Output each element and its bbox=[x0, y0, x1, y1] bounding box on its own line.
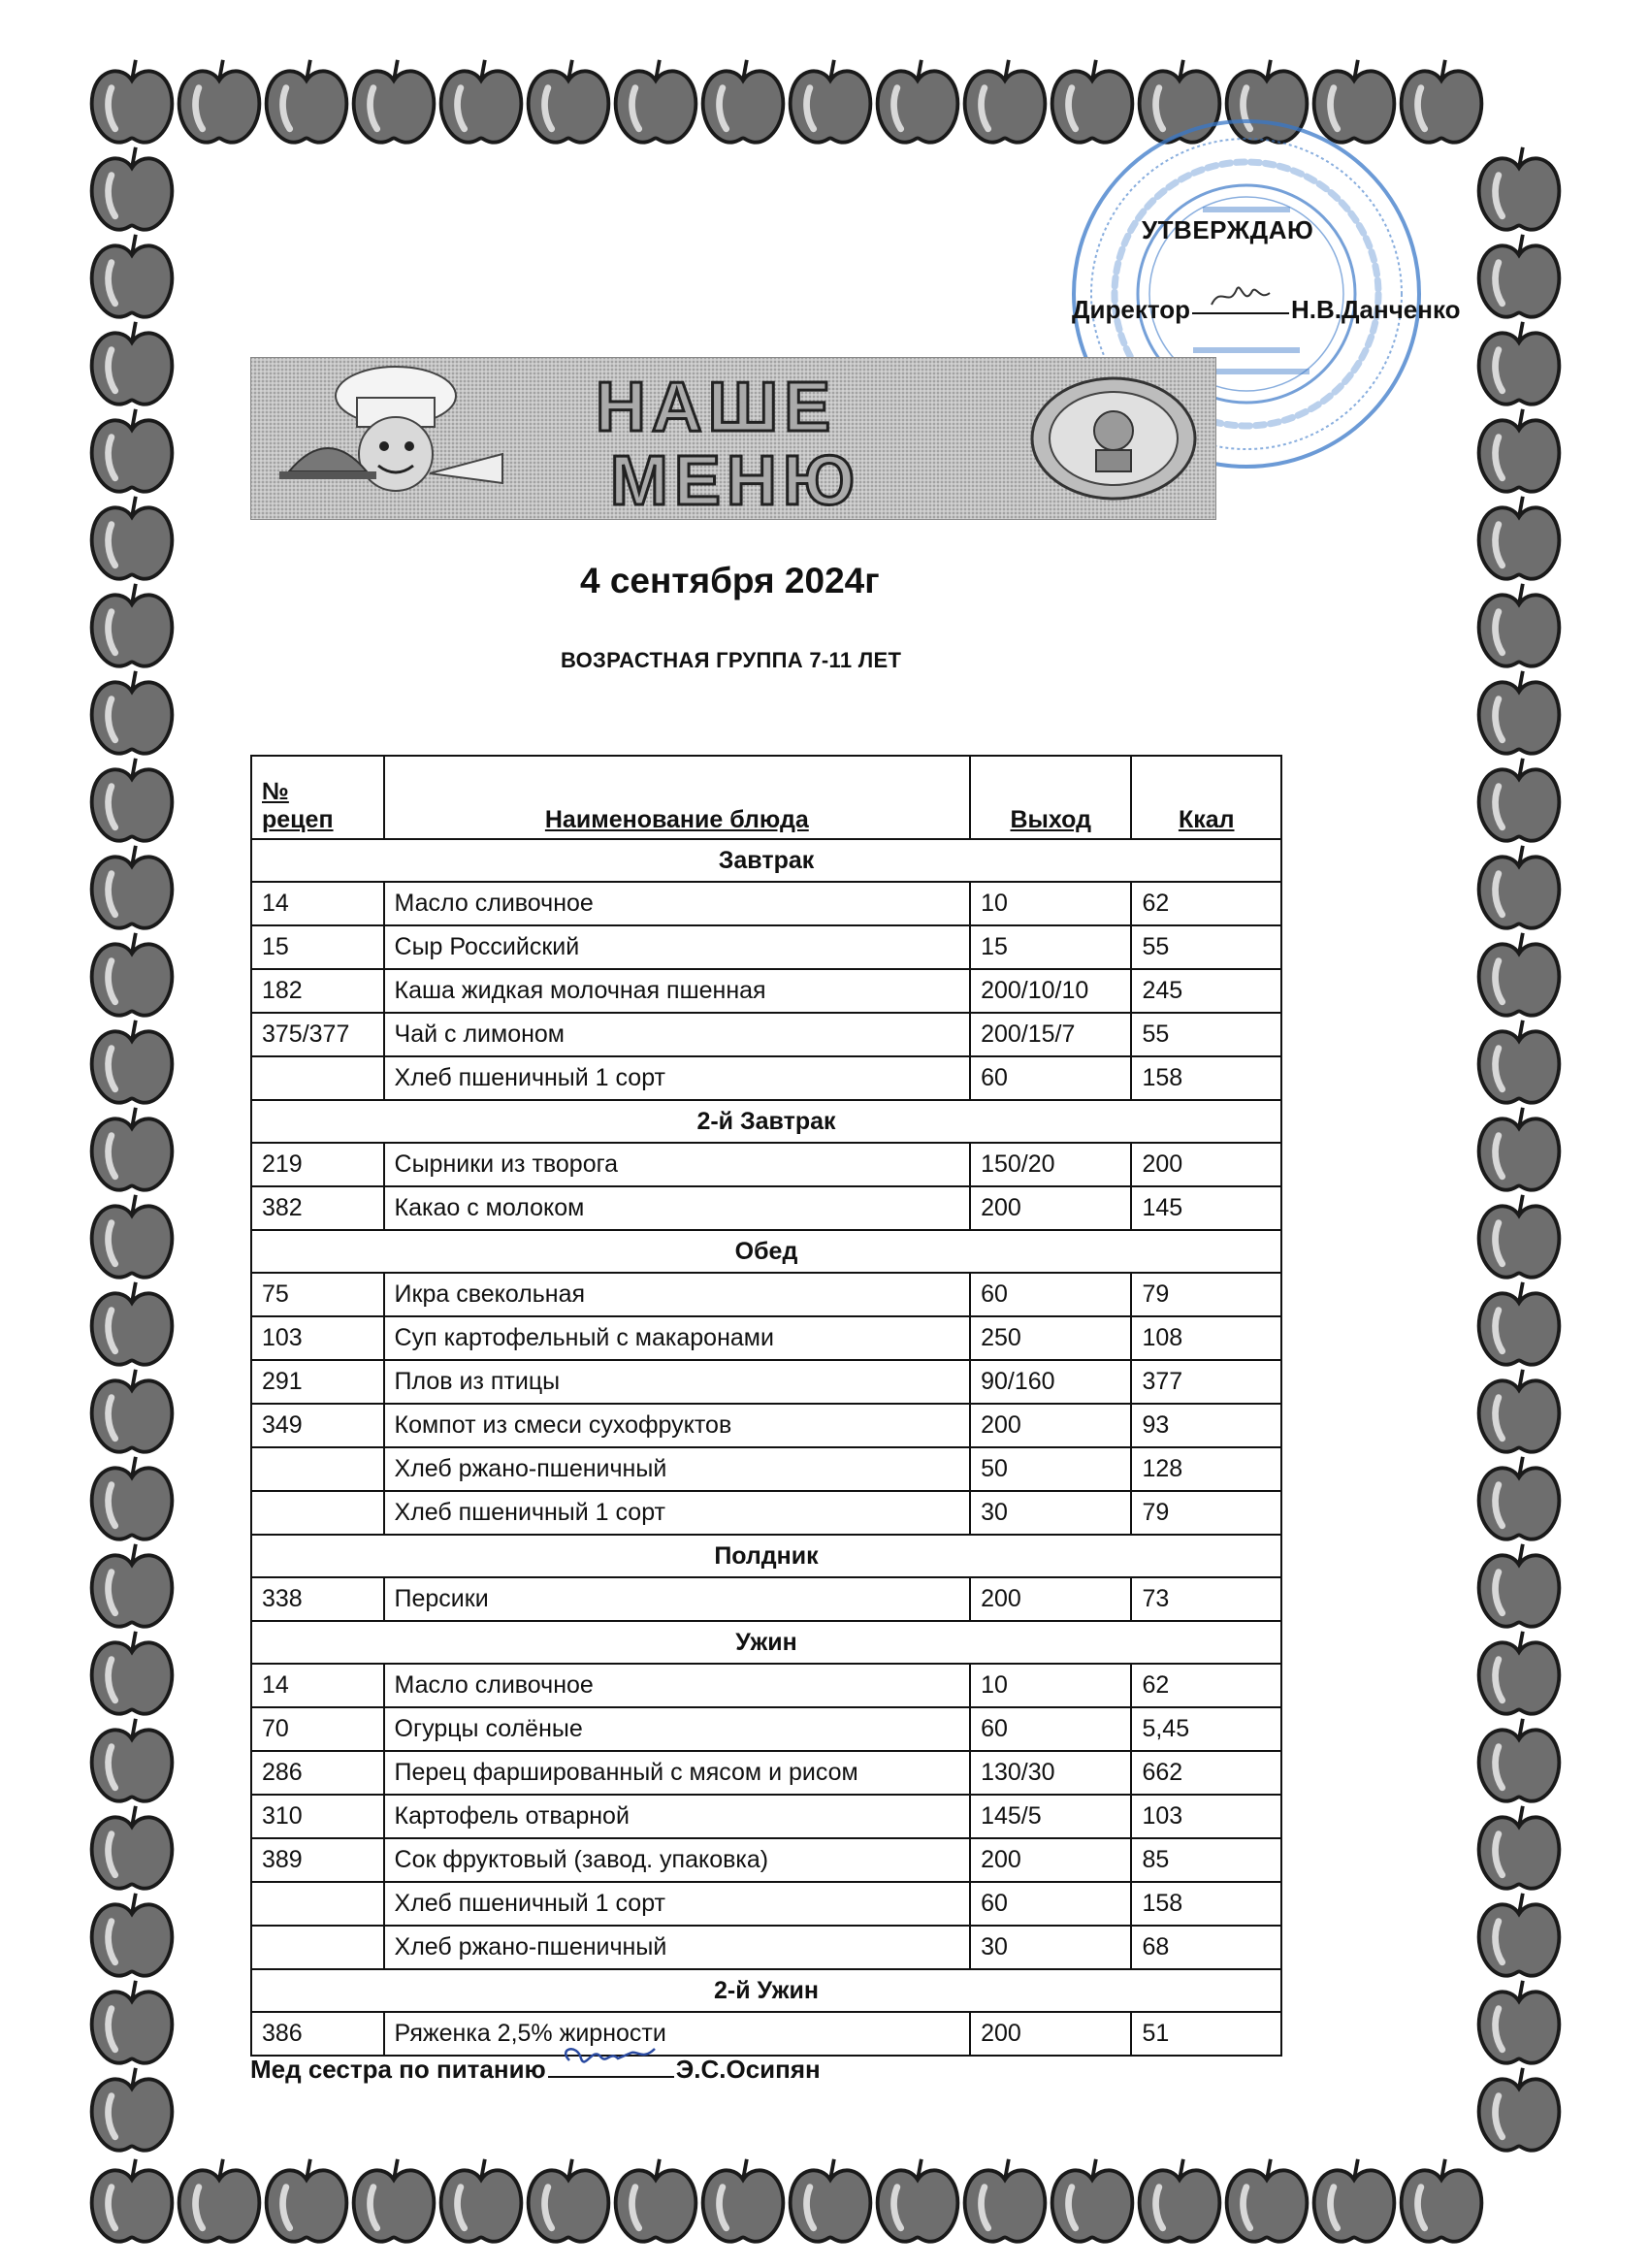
dish-kcal: 5,45 bbox=[1131, 1707, 1281, 1751]
apple-icon bbox=[1472, 318, 1566, 411]
section-row bbox=[251, 1621, 1281, 1664]
recipe-number: 338 bbox=[251, 1577, 384, 1621]
recipe-number: 15 bbox=[251, 925, 384, 969]
apple-icon bbox=[1472, 1628, 1566, 1721]
apple-icon bbox=[85, 1104, 178, 1197]
apple-icon bbox=[1472, 144, 1566, 237]
table-header-row bbox=[251, 756, 1281, 839]
header-output: Выход bbox=[970, 756, 1131, 839]
table-row bbox=[251, 1404, 1281, 1447]
dish-kcal: 51 bbox=[1131, 2012, 1281, 2056]
apple-icon bbox=[1472, 231, 1566, 324]
approval-name: Н.В.Данченко bbox=[1291, 295, 1461, 324]
dish-name: Хлеб пшеничный 1 сорт bbox=[384, 1056, 971, 1100]
section-row bbox=[251, 1535, 1281, 1577]
dish-kcal: 93 bbox=[1131, 1404, 1281, 1447]
menu-banner bbox=[250, 357, 1216, 520]
apple-icon bbox=[1472, 2064, 1566, 2157]
dish-name: Масло сливочное bbox=[384, 1664, 971, 1707]
table-row bbox=[251, 969, 1281, 1013]
recipe-number: 286 bbox=[251, 1751, 384, 1795]
dish-kcal: 200 bbox=[1131, 1143, 1281, 1186]
dish-name: Компот из смеси сухофруктов bbox=[384, 1404, 971, 1447]
dish-name: Каша жидкая молочная пшенная bbox=[384, 969, 971, 1013]
menu-date: 4 сентября 2024г bbox=[580, 561, 880, 600]
dish-output: 10 bbox=[970, 882, 1131, 925]
apple-icon bbox=[1220, 2155, 1313, 2249]
recipe-number: 375/377 bbox=[251, 1013, 384, 1056]
apple-icon bbox=[85, 580, 178, 673]
apple-icon bbox=[85, 2064, 178, 2157]
apple-icon bbox=[1472, 405, 1566, 499]
dish-output: 30 bbox=[970, 1926, 1131, 1969]
dish-name: Какао с молоком bbox=[384, 1186, 971, 1230]
footer-signature bbox=[250, 2055, 821, 2085]
apple-icon bbox=[1472, 1890, 1566, 1983]
dish-output: 200 bbox=[970, 1577, 1131, 1621]
dish-kcal: 128 bbox=[1131, 1447, 1281, 1491]
apple-icon bbox=[85, 405, 178, 499]
dish-kcal: 62 bbox=[1131, 1664, 1281, 1707]
apple-icon bbox=[1472, 1453, 1566, 1546]
table-row bbox=[251, 1707, 1281, 1751]
apple-icon bbox=[1472, 842, 1566, 935]
dish-name: Сок фруктовый (завод. упаковка) bbox=[384, 1838, 971, 1882]
dish-kcal: 85 bbox=[1131, 1838, 1281, 1882]
dish-output: 200 bbox=[970, 1838, 1131, 1882]
header-name: Наименование блюда bbox=[384, 756, 971, 839]
dish-name: Перец фаршированный с мясом и рисом bbox=[384, 1751, 971, 1795]
apple-icon bbox=[1472, 1977, 1566, 2070]
apple-icon bbox=[85, 755, 178, 848]
table-row bbox=[251, 1186, 1281, 1230]
dish-kcal: 245 bbox=[1131, 969, 1281, 1013]
dish-output: 200 bbox=[970, 1186, 1131, 1230]
dish-name: Персики bbox=[384, 1577, 971, 1621]
recipe-number: 382 bbox=[251, 1186, 384, 1230]
nurse-signature bbox=[548, 2055, 674, 2078]
recipe-number: 386 bbox=[251, 2012, 384, 2056]
dish-kcal: 108 bbox=[1131, 1316, 1281, 1360]
dish-output: 150/20 bbox=[970, 1143, 1131, 1186]
apple-icon bbox=[696, 2155, 790, 2249]
apple-icon bbox=[696, 56, 790, 149]
apple-icon bbox=[871, 56, 964, 149]
dish-name: Хлеб пшеничный 1 сорт bbox=[384, 1491, 971, 1535]
approval-title: УТВЕРЖДАЮ bbox=[1142, 215, 1314, 244]
apple-icon bbox=[522, 56, 615, 149]
banner-title-line1: НАШЕ bbox=[595, 369, 837, 446]
dish-output: 30 bbox=[970, 1491, 1131, 1535]
apple-icon bbox=[85, 493, 178, 586]
dish-output: 250 bbox=[970, 1316, 1131, 1360]
apple-icon bbox=[85, 1453, 178, 1546]
recipe-number bbox=[251, 1491, 384, 1535]
apple-icon bbox=[85, 144, 178, 237]
header-kcal: Ккал bbox=[1131, 756, 1281, 839]
apple-icon bbox=[173, 56, 266, 149]
apple-icon bbox=[1472, 1191, 1566, 1284]
dish-name: Хлеб ржано-пшеничный bbox=[384, 1447, 971, 1491]
apple-icon bbox=[1472, 1540, 1566, 1634]
recipe-number: 70 bbox=[251, 1707, 384, 1751]
apple-icon bbox=[85, 56, 178, 149]
dish-kcal: 145 bbox=[1131, 1186, 1281, 1230]
table-row bbox=[251, 1926, 1281, 1969]
dish-kcal: 377 bbox=[1131, 1360, 1281, 1404]
apple-icon bbox=[1472, 1715, 1566, 1808]
apple-icon bbox=[85, 667, 178, 761]
apple-icon bbox=[1472, 1279, 1566, 1372]
table-row bbox=[251, 925, 1281, 969]
section-row bbox=[251, 1969, 1281, 2012]
apple-icon bbox=[85, 1191, 178, 1284]
apple-icon bbox=[1133, 2155, 1226, 2249]
apple-icon bbox=[609, 2155, 702, 2249]
apple-icon bbox=[784, 2155, 877, 2249]
section-title: Ужин bbox=[251, 1621, 1281, 1664]
apple-icon bbox=[85, 2155, 178, 2249]
dish-kcal: 103 bbox=[1131, 1795, 1281, 1838]
table-row bbox=[251, 1143, 1281, 1186]
table-row bbox=[251, 1838, 1281, 1882]
apple-icon bbox=[260, 2155, 353, 2249]
table-row bbox=[251, 1273, 1281, 1316]
apple-icon bbox=[85, 1977, 178, 2070]
table-row bbox=[251, 2012, 1281, 2056]
apple-icon bbox=[435, 56, 528, 149]
apple-icon bbox=[958, 56, 1051, 149]
dish-output: 200/15/7 bbox=[970, 1013, 1131, 1056]
apple-icon bbox=[784, 56, 877, 149]
dish-output: 200 bbox=[970, 1404, 1131, 1447]
footer-role: Мед сестра по питанию bbox=[250, 2055, 546, 2084]
recipe-number: 75 bbox=[251, 1273, 384, 1316]
table-row bbox=[251, 1577, 1281, 1621]
dish-name: Картофель отварной bbox=[384, 1795, 971, 1838]
table-row bbox=[251, 1491, 1281, 1535]
apple-icon bbox=[85, 1279, 178, 1372]
section-row bbox=[251, 839, 1281, 882]
dish-output: 10 bbox=[970, 1664, 1131, 1707]
apple-icon bbox=[347, 56, 440, 149]
apple-icon bbox=[85, 1366, 178, 1459]
dish-output: 50 bbox=[970, 1447, 1131, 1491]
recipe-number: 291 bbox=[251, 1360, 384, 1404]
recipe-number: 349 bbox=[251, 1404, 384, 1447]
dish-output: 60 bbox=[970, 1056, 1131, 1100]
dish-kcal: 62 bbox=[1131, 882, 1281, 925]
dish-name: Сырники из творога bbox=[384, 1143, 971, 1186]
apple-icon bbox=[347, 2155, 440, 2249]
recipe-number bbox=[251, 1882, 384, 1926]
apple-icon bbox=[85, 1715, 178, 1808]
apple-icon bbox=[85, 231, 178, 324]
dish-output: 200 bbox=[970, 2012, 1131, 2056]
dish-output: 60 bbox=[970, 1882, 1131, 1926]
apple-icon bbox=[1472, 755, 1566, 848]
menu-table bbox=[250, 755, 1282, 2057]
plate-emblem-icon bbox=[1032, 378, 1195, 499]
apple-icon bbox=[85, 842, 178, 935]
dish-kcal: 158 bbox=[1131, 1882, 1281, 1926]
dish-kcal: 662 bbox=[1131, 1751, 1281, 1795]
dish-name: Плов из птицы bbox=[384, 1360, 971, 1404]
dish-kcal: 79 bbox=[1131, 1491, 1281, 1535]
dish-output: 60 bbox=[970, 1273, 1131, 1316]
dish-output: 90/160 bbox=[970, 1360, 1131, 1404]
apple-icon bbox=[1308, 2155, 1401, 2249]
dish-output: 130/30 bbox=[970, 1751, 1131, 1795]
dish-name: Масло сливочное bbox=[384, 882, 971, 925]
table-row bbox=[251, 1751, 1281, 1795]
apple-icon bbox=[1472, 1802, 1566, 1895]
recipe-number: 389 bbox=[251, 1838, 384, 1882]
apple-icon bbox=[260, 56, 353, 149]
apple-icon bbox=[1472, 1366, 1566, 1459]
recipe-number: 182 bbox=[251, 969, 384, 1013]
dish-kcal: 68 bbox=[1131, 1926, 1281, 1969]
table-row bbox=[251, 1056, 1281, 1100]
apple-icon bbox=[1472, 493, 1566, 586]
dish-name: Хлеб пшеничный 1 сорт bbox=[384, 1882, 971, 1926]
section-title: Обед bbox=[251, 1230, 1281, 1273]
dish-name: Огурцы солёные bbox=[384, 1707, 971, 1751]
apple-icon bbox=[85, 929, 178, 1022]
apple-icon bbox=[871, 2155, 964, 2249]
apple-icon bbox=[85, 1890, 178, 1983]
dish-kcal: 55 bbox=[1131, 925, 1281, 969]
dish-output: 145/5 bbox=[970, 1795, 1131, 1838]
table-row bbox=[251, 1795, 1281, 1838]
apple-icon bbox=[1472, 667, 1566, 761]
dish-output: 200/10/10 bbox=[970, 969, 1131, 1013]
approval-role: Директор bbox=[1072, 295, 1191, 324]
footer-name: Э.С.Осипян bbox=[675, 2055, 821, 2084]
apple-icon bbox=[435, 2155, 528, 2249]
apple-icon bbox=[1472, 929, 1566, 1022]
apple-icon bbox=[522, 2155, 615, 2249]
banner-title-line2: МЕНЮ bbox=[609, 442, 861, 520]
section-row bbox=[251, 1100, 1281, 1143]
section-title: 2-й Завтрак bbox=[251, 1100, 1281, 1143]
section-title: Полдник bbox=[251, 1535, 1281, 1577]
recipe-number bbox=[251, 1447, 384, 1491]
table-row bbox=[251, 1316, 1281, 1360]
dish-output: 60 bbox=[970, 1707, 1131, 1751]
table-row bbox=[251, 882, 1281, 925]
director-signature bbox=[1192, 289, 1289, 314]
apple-icon bbox=[173, 2155, 266, 2249]
dish-kcal: 73 bbox=[1131, 1577, 1281, 1621]
dish-name: Хлеб ржано-пшеничный bbox=[384, 1926, 971, 1969]
table-row bbox=[251, 1447, 1281, 1491]
approval-block bbox=[1072, 215, 1479, 332]
recipe-number: 14 bbox=[251, 882, 384, 925]
recipe-number: 14 bbox=[251, 1664, 384, 1707]
apple-icon bbox=[609, 56, 702, 149]
apple-icon bbox=[1395, 2155, 1488, 2249]
apple-icon bbox=[1046, 2155, 1139, 2249]
apple-icon bbox=[958, 2155, 1051, 2249]
apple-icon bbox=[85, 1540, 178, 1634]
section-row bbox=[251, 1230, 1281, 1273]
dish-kcal: 158 bbox=[1131, 1056, 1281, 1100]
dish-name: Сыр Российский bbox=[384, 925, 971, 969]
apple-icon bbox=[1472, 1017, 1566, 1110]
dish-name: Суп картофельный с макаронами bbox=[384, 1316, 971, 1360]
dish-kcal: 55 bbox=[1131, 1013, 1281, 1056]
table-row bbox=[251, 1360, 1281, 1404]
apple-icon bbox=[85, 318, 178, 411]
header-recipe: № рецеп bbox=[251, 756, 384, 839]
dish-name: Чай с лимоном bbox=[384, 1013, 971, 1056]
apple-icon bbox=[85, 1802, 178, 1895]
section-title: 2-й Ужин bbox=[251, 1969, 1281, 2012]
dish-output: 15 bbox=[970, 925, 1131, 969]
recipe-number bbox=[251, 1926, 384, 1969]
table-row bbox=[251, 1664, 1281, 1707]
age-group: ВОЗРАСТНАЯ ГРУППА 7-11 ЛЕТ bbox=[561, 648, 902, 672]
apple-icon bbox=[85, 1017, 178, 1110]
dish-kcal: 79 bbox=[1131, 1273, 1281, 1316]
table-row bbox=[251, 1882, 1281, 1926]
section-title: Завтрак bbox=[251, 839, 1281, 882]
apple-icon bbox=[1472, 580, 1566, 673]
apple-icon bbox=[1472, 1104, 1566, 1197]
apple-icon bbox=[85, 1628, 178, 1721]
dish-name: Икра свекольная bbox=[384, 1273, 971, 1316]
recipe-number: 219 bbox=[251, 1143, 384, 1186]
approval-signature-line bbox=[1072, 289, 1461, 325]
recipe-number: 310 bbox=[251, 1795, 384, 1838]
recipe-number: 103 bbox=[251, 1316, 384, 1360]
dish-name: Ряженка 2,5% жирности bbox=[384, 2012, 971, 2056]
table-row bbox=[251, 1013, 1281, 1056]
recipe-number bbox=[251, 1056, 384, 1100]
